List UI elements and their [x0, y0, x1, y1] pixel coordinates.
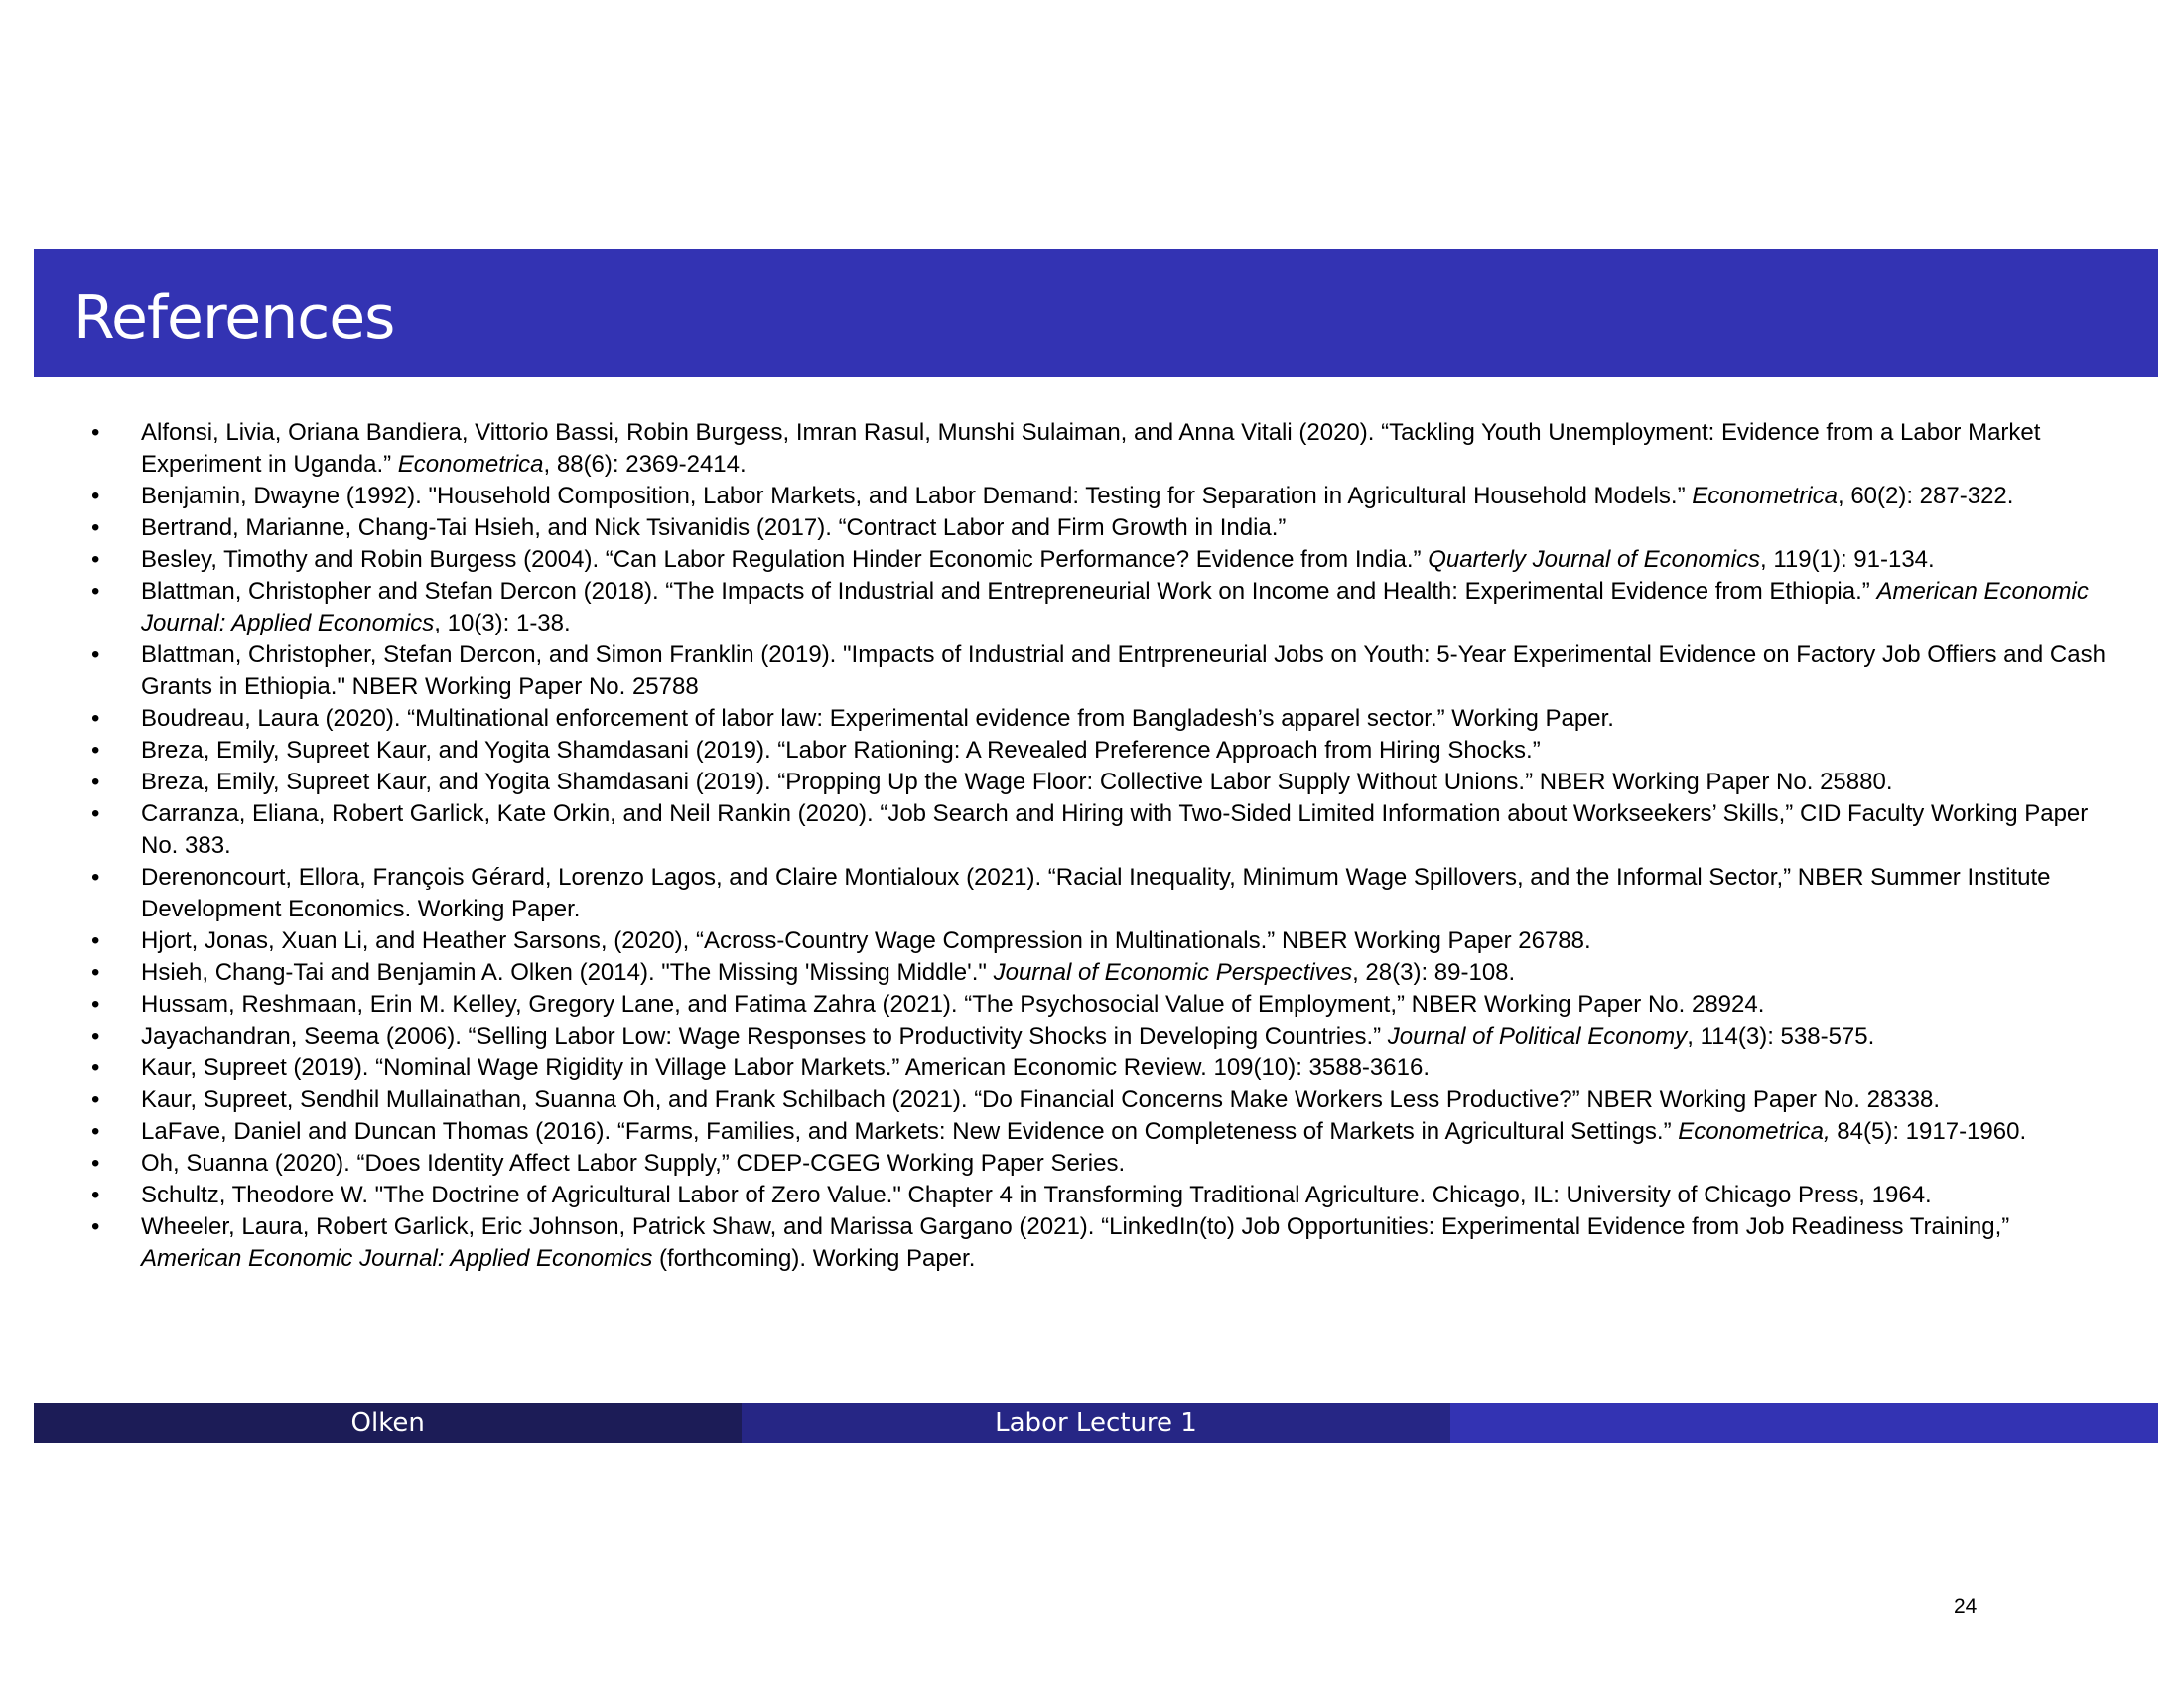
reference-text [141, 989, 2111, 1021]
citation-text: Boudreau, Laura (2020). “Multinational enforcement of labor law: Experimental evidence from Bangladesh’s apparel sector.” Working Paper. [141, 705, 1614, 732]
citation-text: Hjort, Jonas, Xuan Li, and Heather Sarsons, (2020), “Across-Country Wage Compression in Multinationals.” NBER Working Paper 26788. [141, 927, 1591, 954]
bullet-icon: • [91, 514, 100, 541]
reference-text [141, 544, 2111, 576]
footer-blank-section [1450, 1403, 2158, 1443]
citation-text: Benjamin, Dwayne (1992). "Household Composition, Labor Markets, and Labor Demand: Testing for Separation in Agricultural Household Models.” [141, 483, 1693, 509]
reference-item [85, 1084, 2111, 1116]
citation-text: Carranza, Eliana, Robert Garlick, Kate Orkin, and Neil Rankin (2020). “Job Search and Hiring with Two-Sided Limited Information about Workseekers’ Skills,” CID Faculty Working Paper No. 383. [141, 800, 2089, 859]
citation-text: Blattman, Christopher and Stefan Dercon (2018). “The Impacts of Industrial and Entrepreneurial Work on Income and Health: Experimental Evidence from Ethiopia.” [141, 578, 1877, 605]
journal-name: Econometrica, [1678, 1118, 1831, 1145]
citation-text: , 119(1): 91-134. [1760, 546, 1935, 573]
reference-text [141, 1180, 2111, 1211]
bullet-icon: • [91, 419, 100, 446]
journal-name: American Economic Journal: Applied Economics [141, 1245, 653, 1272]
journal-name: Journal of Political Economy [1387, 1023, 1688, 1050]
bullet-icon: • [91, 1150, 100, 1177]
bullet-icon: • [91, 546, 100, 573]
journal-name: Econometrica [1692, 483, 1838, 509]
citation-text: LaFave, Daniel and Duncan Thomas (2016). “Farms, Families, and Markets: New Evidence on Completeness of Markets in Agricultural Settings.” [141, 1118, 1679, 1145]
reference-text [141, 1116, 2111, 1148]
citation-text: Derenoncourt, Ellora, François Gérard, Lorenzo Lagos, and Claire Montialoux (2021). “Racial Inequality, Minimum Wage Spillovers, and the Informal Sector,” NBER Summer Institute Development Economics. Working Paper. [141, 864, 2051, 922]
reference-text [141, 481, 2111, 512]
citation-text: , 114(3): 538-575. [1687, 1023, 1875, 1050]
reference-text [141, 1021, 2111, 1053]
bullet-icon: • [91, 1055, 100, 1081]
bullet-icon: • [91, 1023, 100, 1050]
reference-item [85, 1116, 2111, 1148]
citation-text: Hussam, Reshmaan, Erin M. Kelley, Gregory Lane, and Fatima Zahra (2021). “The Psychosocial Value of Employment,” NBER Working Paper No. 28924. [141, 991, 1765, 1018]
reference-item [85, 735, 2111, 767]
bullet-icon: • [91, 927, 100, 954]
bullet-icon: • [91, 800, 100, 827]
citation-text: Hsieh, Chang-Tai and Benjamin A. Olken (2014). "The Missing 'Missing Middle'." [141, 959, 994, 986]
reference-text [141, 1053, 2111, 1084]
bullet-icon: • [91, 578, 100, 605]
journal-name: American Economic Journal: Applied Economics [141, 578, 2089, 636]
citation-text: Kaur, Supreet, Sendhil Mullainathan, Suanna Oh, and Frank Schilbach (2021). “Do Financial Concerns Make Workers Less Productive?” NBER Working Paper No. 28338. [141, 1086, 1941, 1113]
reference-item [85, 639, 2111, 703]
bullet-icon: • [91, 737, 100, 764]
citation-text: , 88(6): 2369-2414. [543, 451, 747, 478]
footer-author: Olken [34, 1403, 742, 1443]
reference-text [141, 703, 2111, 735]
reference-item [85, 1148, 2111, 1180]
reference-text [141, 639, 2111, 703]
journal-name: Journal of Economic Perspectives [993, 959, 1353, 986]
reference-text [141, 1148, 2111, 1180]
citation-text: (forthcoming). Working Paper. [652, 1245, 976, 1272]
reference-item [85, 767, 2111, 798]
citation-text: Blattman, Christopher, Stefan Dercon, and Simon Franklin (2019). "Impacts of Industrial and Entrpreneurial Jobs on Youth: 5-Year Experimental Evidence on Factory Job Offiers and Cash Grants in Ethiopia." NBER Working Paper No. 25788 [141, 641, 2106, 700]
bullet-icon: • [91, 1182, 100, 1208]
citation-text: Wheeler, Laura, Robert Garlick, Eric Johnson, Patrick Shaw, and Marissa Gargano (2021). “LinkedIn(to) Job Opportunities: Experimental Evidence from Job Readiness Training,” [141, 1213, 2010, 1240]
citation-text: Breza, Emily, Supreet Kaur, and Yogita Shamdasani (2019). “Propping Up the Wage Floor: Collective Labor Supply Without Unions.” NBER Working Paper No. 25880. [141, 769, 1893, 795]
reference-item [85, 862, 2111, 925]
citation-text: , 60(2): 287-322. [1837, 483, 2014, 509]
bullet-icon: • [91, 483, 100, 509]
reference-item [85, 576, 2111, 639]
bullet-icon: • [91, 959, 100, 986]
reference-text [141, 767, 2111, 798]
bullet-icon: • [91, 705, 100, 732]
citation-text: Breza, Emily, Supreet Kaur, and Yogita Shamdasani (2019). “Labor Rationing: A Revealed Preference Approach from Hiring Shocks.” [141, 737, 1541, 764]
reference-text [141, 798, 2111, 862]
reference-item [85, 1180, 2111, 1211]
reference-item [85, 925, 2111, 957]
reference-item [85, 1211, 2111, 1275]
slide-title: References [73, 283, 395, 352]
citation-text: , 10(3): 1-38. [434, 610, 571, 636]
reference-item [85, 1053, 2111, 1084]
journal-name: Econometrica [397, 451, 544, 478]
citation-text: , 28(3): 89-108. [1352, 959, 1516, 986]
title-bar [34, 249, 2158, 377]
bullet-icon: • [91, 1213, 100, 1240]
citation-text: Oh, Suanna (2020). “Does Identity Affect Labor Supply,” CDEP-CGEG Working Paper Series. [141, 1150, 1126, 1177]
reference-item [85, 703, 2111, 735]
reference-item [85, 417, 2111, 481]
citation-text: Kaur, Supreet (2019). “Nominal Wage Rigidity in Village Labor Markets.” American Economic Review. 109(10): 3588-3616. [141, 1055, 1430, 1081]
bullet-icon: • [91, 1086, 100, 1113]
page-number: 24 [1954, 1595, 1978, 1618]
citation-text: Bertrand, Marianne, Chang-Tai Hsieh, and Nick Tsivanidis (2017). “Contract Labor and Firm Growth in India.” [141, 514, 1287, 541]
citation-text: Schultz, Theodore W. "The Doctrine of Agricultural Labor of Zero Value." Chapter 4 in Transforming Traditional Agriculture. Chicago, IL: University of Chicago Press, 1964. [141, 1182, 1932, 1208]
reference-item [85, 957, 2111, 989]
citation-text: Jayachandran, Seema (2006). “Selling Labor Low: Wage Responses to Productivity Shocks in Developing Countries.” [141, 1023, 1388, 1050]
bullet-icon: • [91, 769, 100, 795]
reference-item [85, 1021, 2111, 1053]
journal-name: Quarterly Journal of Economics [1428, 546, 1761, 573]
citation-text: 84(5): 1917-1960. [1830, 1118, 2027, 1145]
reference-item [85, 481, 2111, 512]
reference-text [141, 417, 2111, 481]
reference-text [141, 1084, 2111, 1116]
reference-item [85, 512, 2111, 544]
reference-item [85, 989, 2111, 1021]
bullet-icon: • [91, 991, 100, 1018]
reference-list [85, 417, 2111, 1275]
citation-text: Besley, Timothy and Robin Burgess (2004). “Can Labor Regulation Hinder Economic Performance? Evidence from India.” [141, 546, 1429, 573]
reference-text [141, 925, 2111, 957]
reference-text [141, 735, 2111, 767]
bullet-icon: • [91, 864, 100, 891]
reference-text [141, 957, 2111, 989]
reference-text [141, 512, 2111, 544]
bullet-icon: • [91, 1118, 100, 1145]
reference-text [141, 1211, 2111, 1275]
reference-text [141, 862, 2111, 925]
reference-item [85, 544, 2111, 576]
reference-text [141, 576, 2111, 639]
bullet-icon: • [91, 641, 100, 668]
citation-text: Alfonsi, Livia, Oriana Bandiera, Vittorio Bassi, Robin Burgess, Imran Rasul, Munshi Sulaiman, and Anna Vitali (2020). “Tackling Youth Unemployment: Evidence from a Labor Market Experiment in Uganda.” [141, 419, 2041, 478]
reference-item [85, 798, 2111, 862]
footer-course-title: Labor Lecture 1 [742, 1403, 1449, 1443]
footer-bar [34, 1403, 2158, 1443]
